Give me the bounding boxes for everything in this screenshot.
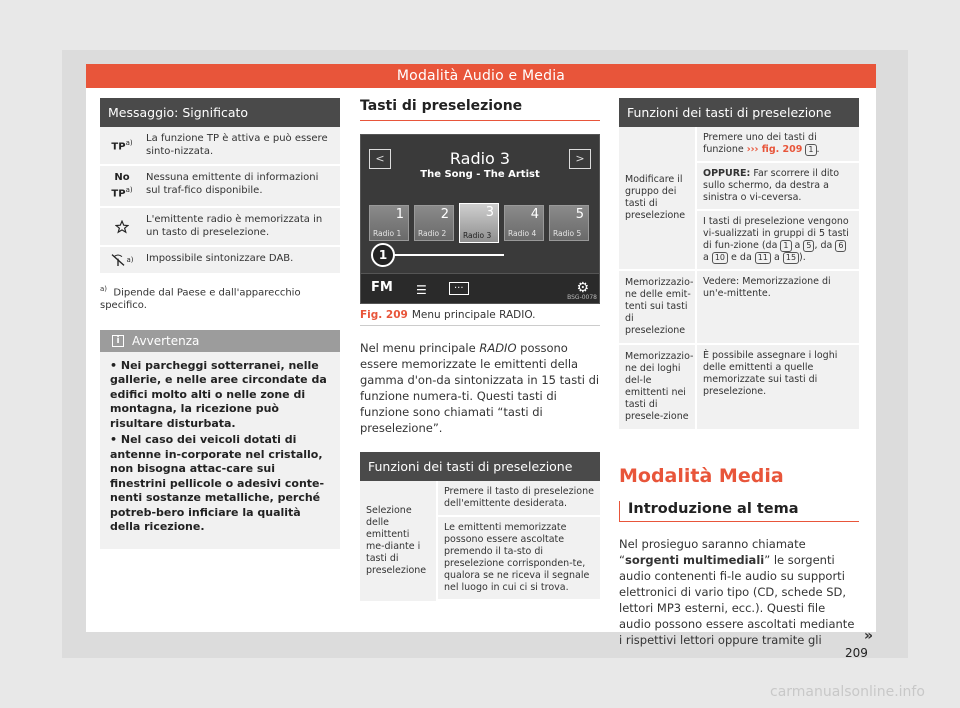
table-row (619, 345, 859, 429)
table-row (619, 127, 859, 271)
callout-marker: 1 (371, 243, 395, 267)
warning-box (100, 330, 340, 549)
table-row (619, 271, 859, 345)
column-presets (360, 98, 600, 601)
function-name: Selezione delle emittenti me-diante i tasti di preselezione (360, 481, 438, 601)
function-description: I tasti di preselezione vengono vi-sualizzati in gruppi di 5 tasti di fun-zione (da 1 a 5 , da 6 a 10 e da 11 a 15 ). (703, 216, 849, 263)
function-description: Premere il tasto di preselezione dell'emittente desiderata. (438, 481, 600, 517)
functions-table-header: Funzioni dei tasti di preselezione (619, 98, 859, 127)
gear-icon: ⚙ (576, 280, 589, 296)
callout-line (394, 254, 504, 256)
preset-button: 2 Radio 2 (414, 205, 454, 241)
section-banner: Modalità Audio e Media (86, 64, 876, 88)
preset-view-icon: ··· (449, 282, 469, 295)
continue-icon: » (863, 628, 873, 644)
function-description: È possibile assegnare i loghi delle emittenti a quelle memorizzate sui tasti di preselezione. (703, 350, 838, 397)
functions-table (360, 452, 600, 601)
function-description: Premere uno dei tasti di funzione ››› fig. 209 1 . (697, 127, 859, 163)
preset-button: 1 Radio 1 (369, 205, 409, 241)
info-icon: i (112, 335, 124, 347)
table-row (100, 166, 340, 208)
warning-title: Avvertenza (132, 333, 200, 348)
function-name: Memorizzazio-ne delle emit-tenti sui tasti di preselezione (619, 271, 697, 343)
warning-header (100, 330, 340, 352)
list-icon: ☰ (416, 283, 427, 297)
radio-screenshot (360, 134, 600, 304)
function-name: Modificare il gruppo dei tasti di preselezione (619, 127, 697, 269)
screen-bottom-bar (361, 273, 599, 303)
column-functions (619, 98, 873, 648)
table-row (100, 208, 340, 247)
star-icon (100, 208, 142, 245)
function-description: Le emittenti memorizzate possono essere ascoltate premendo il ta-sto di preselezione corrisponden-te, qualora se ne riceva il segnale nel luogo in cui ci si trova. (438, 517, 600, 601)
song-info: The Song - The Artist (420, 169, 540, 180)
messages-table-header: Messaggio: Significato (100, 98, 340, 127)
message-key: TP$^{a)}$ (111, 139, 133, 153)
preset-button: 5 Radio 5 (549, 205, 589, 241)
preset-button-selected: 3 Radio 3 (459, 203, 499, 243)
message-value: Nessuna emittente di informazioni sul traf-fico disponibile. (146, 172, 319, 196)
function-description: Vedere: Memorizzazione di un'e-mittente. (703, 276, 831, 299)
function-description: OPPURE: Far scorrere il dito sullo schermo, da destra a sinistra o vi-ceversa. (697, 163, 859, 211)
column-messages (100, 98, 340, 549)
table-row (100, 247, 340, 275)
preset-button: 4 Radio 4 (504, 205, 544, 241)
footnote: $^{a)}$ Dipende dal Paese e dall'apparecchio specifico. (100, 285, 301, 311)
message-value: La funzione TP è attiva e può essere sinto-nizzata. (146, 133, 328, 157)
list-item: • Nei parcheggi sotterranei, nelle gallerie, e nelle aree circondate da edifici molto alti o nelle zone di montagna, la ricezione può risultare disturbata. (110, 358, 327, 430)
message-value: L'emittente radio è memorizzata in un tasto di preselezione. (146, 214, 323, 238)
table-row (100, 127, 340, 166)
station-name: Radio 3 (449, 149, 511, 168)
table-row (360, 481, 600, 601)
message-key: No TP$^{a)}$ (111, 172, 133, 200)
paragraph: Nel prosieguo saranno chiamate “sorgenti multimediali” le sorgenti audio contenenti fi-le audio su supporti elettronici di vario tipo (CD, schede SD, lettori MP3 esterni, ecc.). Questi file audio possono essere ascoltati mediante i rispettivi lettori oppure tramite gli » (619, 537, 873, 647)
figure-caption: Fig. 209 Menu principale RADIO. (360, 309, 600, 326)
section-title: Tasti di preselezione (360, 98, 600, 121)
no-signal-icon: a) (100, 247, 142, 273)
function-name: Memorizzazio-ne dei loghi del-le emittenti nei tasti di presele-zione (619, 345, 697, 429)
list-item: • Nel caso dei veicoli dotati di antenne in-corporate nel cristallo, non bisogna attac-care sui finestrini pellicole o adesivi conte-nenti sostanze metalliche, perché potreb-bero inficiare la qualità della ricezione. (110, 433, 325, 534)
media-subtitle: Introduzione al tema (619, 501, 859, 522)
next-arrow-icon: > (569, 149, 591, 169)
band-label: FM (371, 280, 393, 295)
figure-code: BSG-0078 (567, 294, 597, 301)
functions-table-header: Funzioni dei tasti di preselezione (360, 452, 600, 481)
watermark: carmanualsonline.info (770, 684, 925, 700)
prev-arrow-icon: < (369, 149, 391, 169)
media-section-title: Modalità Media (619, 465, 784, 487)
warning-body (100, 352, 340, 549)
message-value: Impossibile sintonizzare DAB. (146, 253, 294, 265)
page-number: 209 (845, 646, 868, 660)
paragraph: Nel menu principale RADIO possono essere memorizzate le emittenti della gamma d'on-da sintonizzata in 15 tasti di funzione numera-ti. Questi tasti di funzione sono chiamati “tasti di preselezione”. (360, 341, 600, 435)
